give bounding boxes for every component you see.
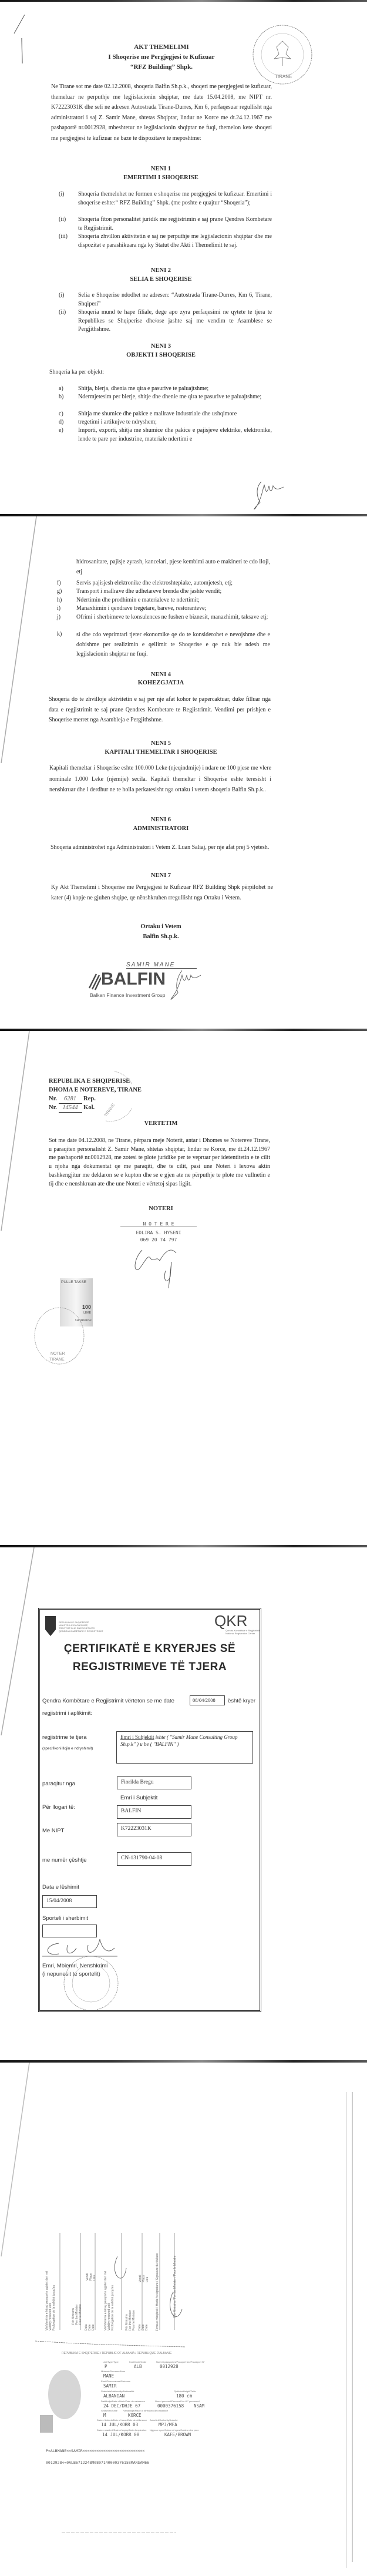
rep-value: 6281 (59, 1094, 82, 1104)
visa-text: For the Minister (75, 2304, 79, 2325)
rep-number (49, 1094, 96, 1104)
visa-text: Date (145, 2324, 149, 2330)
visa-text: Validity renewed until (49, 2303, 52, 2330)
passport-label: Data e skadimit/Date of expiry/Date d'expiration (97, 2429, 147, 2431)
intro-text: është kryer (228, 1698, 255, 1704)
visa-text: Prolongation de la validité jusqu'au (52, 2285, 56, 2330)
visa-block (85, 2324, 95, 2330)
passport-label: Emri/Given names/Prénoms (101, 2380, 131, 2383)
item-label: (i) (59, 191, 65, 197)
desk-value (42, 1925, 97, 1937)
passport-issue-date: 14 JUL/KORR 03 (101, 2422, 139, 2427)
other-reg-value (116, 1731, 253, 1764)
certification-text: Sot me date 04.12.2008, ne Tirane, përpara meje Noterit, antar i Dhomes se Notereve Tirane, u paraqiten personalisht Z. Samir Mane, shtetas shqiptar, lindur ne Korce, me dt.24.12.1967 me pashaportë nr.0012928, me zotesi te plote juridike per te vepruar per idetentitetin e te cilit u njoha nga dokumentat qe me paraqiti, dhe te cilit, pasi une Noteri i lexova aktin bashkengjitur me deklaron se e kupton dhe se e gjen ate ne përputhje te plote me vullnetin e tij dhe e nenshkruan ate dhe une Noteri e vërtetoj sipas ligjit. (49, 1137, 270, 1187)
visa-block (156, 2253, 159, 2331)
passport-label: Datëlindja/Date of birth/Date de naissance (101, 2400, 145, 2403)
passport-mrz-line: P<ALBMANE<<SAMIR<<<<<<<<<<<<<<<<<<<<<<<<<<< (46, 2449, 145, 2453)
item-text: Transport i mallrave dhe udhetareve brenda dhe jashte vendit; (76, 588, 222, 595)
article-title: KAPITALI THEMELTAR I SHOQERISE (105, 749, 217, 755)
passport-label: Shtetësia/Nationality/Nationalité (101, 2390, 134, 2393)
notary-signature-icon (130, 1244, 195, 1288)
signatory-role: Ortaku i Vetem (140, 923, 181, 930)
page-fold-edge (0, 1547, 41, 2061)
visa-text: Vendi (86, 2273, 89, 2281)
notary-header: REPUBLIKA E SHQIPERISE (49, 1078, 130, 1084)
visa-text: Validity renewed until (107, 2303, 111, 2330)
passport-header: REPUBLIKA E SHQIPERISE / REPUBLIC OF ALBANIA / REPUBLIQUE D'ALBANIE (62, 2352, 172, 2355)
kol-number (49, 1103, 95, 1113)
passport-dob: 24 DEC/DHJE 67 (103, 2403, 141, 2409)
page-edge (0, 1545, 367, 1547)
item-text: Importi, exporti, shitja me shumice dhe pakice e pajisjeve elektrike, elektronike, lende te pare per industrine, materiale ndertimi e (78, 427, 272, 442)
balfin-logo-icon (88, 972, 101, 990)
item-label: d) (59, 419, 64, 425)
item-label: e) (59, 427, 63, 434)
item-label: g) (57, 588, 62, 595)
seal-text: NOTER (50, 1352, 65, 1356)
company-name: “RFZ Building” Shpk. (130, 63, 193, 70)
notary-label: NOTERI (149, 1205, 173, 1212)
article-text: Ky Akt Themelimi i Shoqerise me Pergjegjesi te Kufizuar RFZ Building Shpk përpilohet ne kater (4) kopje ne gjuhen shqipe, qe nënshkruhen rregullisht nga Ortaku i Vetem. (51, 884, 273, 901)
article-number: NENI 1 (150, 166, 171, 172)
seal-text: TIRANE (49, 1358, 65, 1362)
item-label: a) (59, 385, 63, 392)
item-text: Manaxhimin i qendrave tregetare, bareve, restoranteve; (76, 605, 207, 612)
item-text: Shoqeria themelohet ne formen e shoqerise me pergjegjesi te kufizuar. Emertimi i shoqerise eshte:“ RFZ Building” Shpk. (me poshte e quajtur “Shoqeria”); (78, 191, 272, 206)
passport-label: Data e lëshimit/Date of issue/Date de délivrance (97, 2419, 147, 2421)
intro-paragraph: Ne Tirane sot me date 02.12.2008, shoqeria Balfin Sh.p.k., shoqeri me pergjegjesi te kufizuar, themeluar ne perputhje me legjislacionin shqiptar, me date 15.04.2008, me NIPT nr. K72223031K dhe seli ne adresen Autostrada Tirane-Durres, Km 6, perfaqesuar regullisht nga administratori i saj Z. Samir Mane, shtetas Shqiptar, lindur ne Korce me dt.24.12.1967 me pashaportë nr.0012928, mbeshtetur ne legjislacionin shqiptar ne fuqi, themelon kete shoqeri me pergjegjesi te kufizuar ne baze te dispozitave te meposhtme: (51, 83, 272, 142)
passport-label: Seksi/Sex/Sexe (101, 2409, 118, 2412)
article-title: KOHEZGJATJA (137, 680, 184, 686)
passport-label: Lloji/Type/Type (103, 2360, 119, 2363)
issue-date-value: 15/04/2008 (42, 1895, 97, 1908)
article-number: NENI 7 (150, 872, 171, 879)
page-fold-edge (0, 516, 41, 1030)
visa-block (104, 2271, 115, 2330)
qkr-subtitle: Qendra Kombëtare e Regjistrimit (225, 1629, 260, 1632)
passport-code: ALB (134, 2364, 142, 2369)
notary-stamp-title: N O T E R E (120, 1221, 197, 1227)
nipt-value: K72223031K (117, 1823, 191, 1836)
item-text: tregetimi i artikujve te ndryshem; (78, 419, 157, 425)
visa-text: Date (88, 2324, 92, 2330)
passport-place-of-birth: KORCE (128, 2413, 142, 2418)
visa-block (138, 2324, 149, 2330)
item-text: Shoqeria mund te hape filiale, dege apo zyra perfaqesimi ne qytete te tjera te Republikes se Shqiperise dhe/ose jashte saj me vendim te Asamblese se Pergjithshme. (78, 309, 272, 333)
visa-block (86, 2273, 96, 2281)
passport-label: Vendlindja/Place of birth/Lieu de naissance (123, 2409, 169, 2412)
balfin-logo: BALFIN (101, 969, 166, 989)
certificate-title: REGJISTRIMEVE TË TJERA (72, 1661, 227, 1673)
visa-text: Data (85, 2324, 88, 2330)
visa-text: For the Minister (129, 2310, 132, 2330)
visa-text: Place (142, 2275, 146, 2282)
passport-type: P (105, 2364, 107, 2369)
passport-label: Ngjyra e syve/Colour of eyes/Couleur des yeux (150, 2429, 199, 2431)
passport-expiry-date: 14 JUL/KORR 08 (102, 2432, 140, 2437)
visa-text: Vlefshmëria e kësaj pasaporte zgjatet deri më (104, 2271, 107, 2330)
passport-label: Mbiemri/Surname/Nom (101, 2370, 126, 2373)
margin-marks (12, 12, 35, 65)
visa-block (125, 2310, 136, 2330)
emblem-icon (45, 1616, 56, 1637)
case-label: me numër çështje (42, 1857, 87, 1863)
issue-date-label: Data e lëshimit (42, 1884, 79, 1890)
other-reg-prefix: Emri i Subjektit (120, 1734, 154, 1740)
notary-header: DHOMA E NOTEREVE, TIRANE (49, 1087, 142, 1093)
account-label: Për llogari të: (42, 1804, 75, 1811)
balfin-tagline: Balkan Finance Investment Group (90, 992, 166, 998)
visa-text: Lieu (93, 2275, 96, 2281)
passport-label: Autoriteti/Authority/Autorité (150, 2419, 178, 2421)
page-edge (0, 0, 367, 2)
passport-surname: MANE (103, 2373, 115, 2379)
visa-text: Data (138, 2324, 142, 2330)
passport-mrz-line: 0012928<<0ALB6712248M0807140000376158MANSAM66 (46, 2460, 150, 2465)
issuer-line: QENDRA KOMBËTARE E REGJISTRIMIT (59, 1630, 103, 1633)
item-text: Shitja me shumice dhe pakice e mallrave industriale dhe ushqimore (78, 411, 237, 417)
intro-text: Qendra Kombëtare e Regjistrimit vërteton se me date (42, 1698, 174, 1704)
sign-hint: (i nepunesit te sportelit) (42, 1971, 100, 1977)
visa-text: Vendi (139, 2275, 142, 2282)
item-text: Selia e Shoqerise ndodhet ne adresen: “Autostrada Tirane-Durres, Km 6, Tirane, Shqiperi” (78, 292, 272, 307)
registration-date: 08/04/2008 (190, 1695, 225, 1705)
visa-text: Për Ministrin (72, 2308, 75, 2325)
item-label: c) (59, 411, 63, 417)
article-number: NENI 2 (150, 267, 171, 274)
visa-block (173, 2255, 177, 2318)
article-number: NENI 6 (150, 817, 171, 823)
visa-text: Date (142, 2324, 145, 2330)
tax-stamp-currency: LEKE (83, 1311, 91, 1315)
visa-text: Place (89, 2273, 93, 2281)
item-label: h) (57, 597, 62, 603)
tax-stamp-value: 100 (82, 1304, 91, 1310)
page-fold-edge (0, 1031, 41, 1546)
other-reg-text: ishte ( "Samir Mane Consulting Group Sh.p.k" ) u be ( "BALFIN" ) (120, 1734, 238, 1747)
passport-label: Kodi/Code/Code (129, 2360, 147, 2363)
item-label: j) (57, 614, 61, 620)
visa-text: Për Ministrin / For the Minister / Pour le Ministre (173, 2255, 177, 2318)
account-value: BALFIN (117, 1805, 191, 1819)
visa-text: Lieu (146, 2276, 149, 2282)
item-text: si dhe cdo veprimtari tjeter ekonomike qe do te konsiderohet e nevojshme dhe e dobishme per realizimin e qellimit te Shoqerise e qe nuk bie ndesh me legjislacionin shqiptar ne fuqi. (76, 632, 270, 657)
notary-stamp-name: EDLIRA S. HYSENI (136, 1230, 181, 1235)
item-label: f) (57, 580, 61, 586)
item-text: Ofrimi i sherbimeve te konsulences ne fushen e biznesit, manazhimit, taksave etj; (76, 614, 268, 620)
sign-label: Emri, Mbiemri, Nenshkrimi (42, 1963, 108, 1969)
page-edge (0, 514, 367, 516)
article-title: OBJEKTI I SHOQERISE (126, 352, 196, 358)
visa-block (72, 2304, 82, 2325)
page-edge (0, 1029, 367, 1031)
passport-height: 180 cm (176, 2393, 193, 2399)
issuer-line: MINISTRIA E EKONOMISË, (59, 1624, 89, 1627)
visa-text: Date (92, 2324, 95, 2330)
passport-number: 0012928 (160, 2364, 179, 2369)
other-reg-label: regjistrime te tjera (42, 1734, 87, 1741)
item-label: i) (57, 605, 61, 612)
item-label: (ii) (59, 216, 66, 223)
passport-personal-number: 0000376158 (157, 2403, 184, 2409)
article-number: NENI 4 (150, 671, 171, 678)
passport-label: Numri personal/Personal No./N° personnel (155, 2400, 200, 2403)
desk-label: Sporteli i sherbimit (42, 1915, 89, 1922)
nipt-label: Me NIPT (42, 1828, 65, 1834)
item-text: Ndertimin dhe prodhimin e materialeve te ndertimit; (76, 597, 200, 603)
visa-text: Pour le Ministre (132, 2310, 136, 2330)
case-value: CN-131790-04-08 (117, 1852, 191, 1866)
article-title: EMERTIMI I SHOQERISE (123, 174, 198, 181)
intro-text: regjistrimi i aplikimit: (42, 1710, 92, 1717)
passport-given-names: SAMIR (103, 2383, 117, 2389)
item-label: (i) (59, 292, 65, 298)
item-label: (ii) (59, 309, 66, 315)
rep-prefix: Nr. (49, 1096, 57, 1102)
item-continuation: hidrosanitare, pajisje zyrash, kancelari, pjese kembimi auto e makineri te cdo lloji, etj (76, 559, 270, 575)
kol-prefix: Nr. (49, 1104, 57, 1111)
visa-block (45, 2271, 56, 2330)
article-number: NENI 3 (150, 343, 171, 350)
article-text: Shoqeria administrohet nga Administratori i Vetem Z. Luan Saliaj, per nje afat prej 5 vjetesh. (50, 844, 270, 851)
certification-title: VERTETIM (144, 1120, 178, 1127)
tax-stamp-label: PULLE TAKSE (61, 1280, 87, 1284)
passport-label: Gjatësia/Height/Taille (174, 2390, 196, 2393)
article-text: Kapitali themeltar i Shoqerise eshte 100.000 Leke (njeqindmije) i ndare ne 100 pjese me vlere nominale 1.000 Leke (njemije) secila. Kapitali themeltar i Shoqerise eshte teresisht i nenshkruar dhe i derdhur ne te holla perkatesisht nga ortaku i vetem shoqeria Balfin Sh.p.k.. (49, 765, 271, 793)
kol-value: 14544 (59, 1103, 82, 1113)
certificate-title: ÇERTIFIKATË E KRYERJES SË (63, 1643, 236, 1655)
visa-block (139, 2275, 149, 2282)
rep-suffix: Rep. (83, 1096, 96, 1102)
item-text: Shoqeria zhvillon aktivitetin e saj ne perputhje me legjislacionin shqiptar dhe me dispozitat e parashikuara nga ky Statut dhe Akti i Themelimit te saj. (78, 233, 272, 248)
visa-text: Për Ministrin (125, 2314, 129, 2330)
objects-lead: Shoqeria ka per objekt: (49, 369, 105, 375)
visa-text: Firma e mbajtesit / Holder's signature / Signature du titulaire (156, 2253, 159, 2331)
visa-text: Pour le Ministre (79, 2304, 82, 2325)
signature-icon (250, 479, 291, 511)
article-title: SELIA E SHOQERISE (130, 276, 192, 283)
notary-stamp-phone: 069 20 74 797 (140, 1237, 177, 1242)
document-subtitle: I Shoqerise me Pergjegjesi te Kufizuar (108, 53, 215, 61)
document-title: AKT THEMELIMI (134, 43, 189, 51)
passport-nationality: ALBANIAN (103, 2393, 125, 2399)
submitted-by-label: paraqitur nga (42, 1781, 75, 1787)
item-label: (iii) (59, 233, 68, 240)
subject-name-label: Emri i Subjektit (120, 1795, 158, 1801)
passport-extra: NSAM (194, 2403, 205, 2409)
passport-label: Numri i pasaportes/Passport No./Passeport N° (156, 2360, 205, 2363)
article-title: ADMINISTRATORI (133, 825, 189, 832)
issuer-line: TREGTISË DHE ENERGJETIKËS (59, 1627, 95, 1630)
item-text: Shoqeria fiton personalitet juridik me regjistrimin e saj prane Qendres Kombetare te Regjistrimit. (78, 216, 272, 231)
signature-icon (167, 969, 203, 1002)
item-text: Ndermjetesim per blerje, shitje dhe dhenie me qira te pasurive te paluajtshme; (78, 394, 262, 400)
article-number: NENI 5 (150, 740, 171, 747)
item-label: k) (57, 631, 62, 637)
item-text: Shitja, blerja, dhenia me qira e pasurive te paluajtshme; (78, 385, 209, 392)
other-reg-hint: (specifikoni llojin e ndryshimit) (42, 1747, 93, 1751)
passport-authority: MPJ/MFA (159, 2422, 177, 2427)
item-label: b) (59, 394, 64, 400)
notary-seal-icon (33, 1307, 86, 1365)
passport-sex: M (103, 2413, 106, 2418)
seal-text: TIRANE (275, 74, 292, 79)
qkr-logo: QKR (214, 1612, 248, 1630)
kol-suffix: Kol. (83, 1104, 95, 1111)
issuer-line: REPUBLIKA E SHQIPËRISË (59, 1621, 89, 1624)
signatory-name: Balfin Sh.p.k. (143, 933, 179, 940)
tax-stamp-country: SHQIPERISE (75, 1319, 92, 1322)
seal-text: TIRANE (103, 1103, 116, 1118)
submitted-by-value: Fiorilda Bregu (117, 1776, 191, 1789)
article-text: Shoqeria do te zhvilloje aktivitetin e saj per nje afat kohor te papercaktuar, duke filluar nga data e regjistrimit te saj prane Qendres Kombetare te Regjistrimit. Vendimi per prishjen e Shoqerise merret nga Asambleja e Pergjithshme. (49, 696, 271, 723)
passport-eye-colour: KAFE/BROWN (164, 2432, 191, 2437)
qkr-subtitle: National Registration Center (225, 1632, 255, 1635)
item-text: Servis pajisjesh elektronike dhe elektroshtepiake, automjetesh, etj; (76, 580, 233, 586)
visa-text: Prolongation de la validité jusqu'au (111, 2285, 115, 2330)
handwritten-name: SAMIR MANE (126, 962, 197, 969)
visa-text: Vlefshmëria e kësaj pasaporte zgjatet deri më (45, 2271, 49, 2330)
